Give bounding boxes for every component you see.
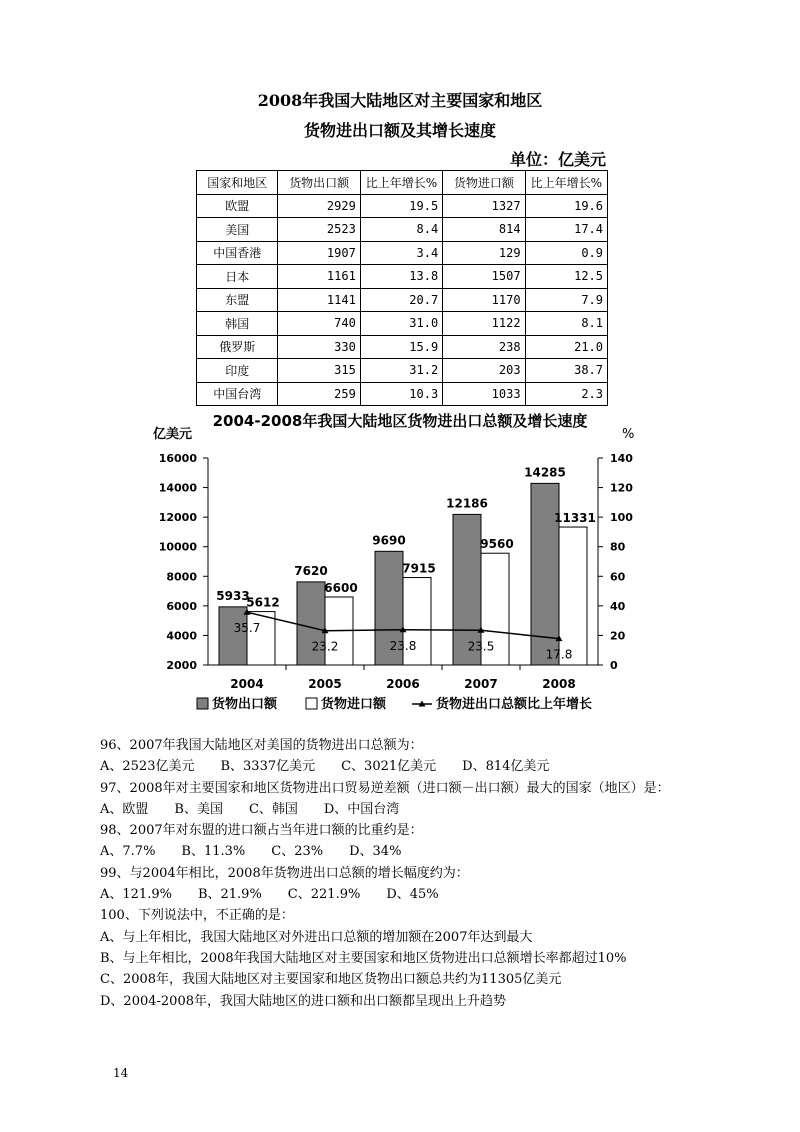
question-options: D、2004-2008年，我国大陆地区的进口额和出口额都呈现出上升趋势 <box>100 993 506 1009</box>
table-cell-value: 2929 <box>278 194 360 218</box>
table-cell-value: 1327 <box>443 194 525 218</box>
table-header-cell: 国家和地区 <box>197 171 278 195</box>
left-tick-label: 10000 <box>158 540 197 554</box>
table-cell-value: 330 <box>278 335 360 359</box>
question-stem: 97、2008年对主要国家和地区货物进出口贸易逆差额（进口额－出口额）最大的国家（地区）是： <box>100 780 670 796</box>
table-cell-value: 10.3 <box>360 382 442 406</box>
export-data-label: 12186 <box>446 496 488 511</box>
table-cell-value: 13.8 <box>360 265 442 289</box>
questions-block <box>100 735 720 1012</box>
table-cell-value: 203 <box>443 359 525 383</box>
table-cell-value: 0.9 <box>525 241 607 265</box>
right-axis-unit: % <box>622 427 635 442</box>
bar-import <box>247 612 275 665</box>
table-body <box>197 194 608 406</box>
table-title-line2: 货物进出口额及其增长速度 <box>303 121 496 140</box>
table-cell-value: 1161 <box>278 265 360 289</box>
table-title-line1: 2008年我国大陆地区对主要国家和地区 <box>257 91 543 110</box>
table-cell-value: 129 <box>443 241 525 265</box>
table-row <box>197 265 608 289</box>
x-tick-label: 2004 <box>230 677 264 691</box>
trade-chart <box>150 408 650 723</box>
right-tick-label: 0 <box>610 659 618 672</box>
question-options: A、2523亿美元 B、3337亿美元 C、3021亿美元 D、814亿美元 <box>100 759 550 775</box>
table-cell-value: 1033 <box>443 382 525 406</box>
left-axis-unit: 亿美元 <box>153 427 193 442</box>
legend-label-export: 货物出口额 <box>212 697 278 712</box>
table-cell-value: 1141 <box>278 288 360 312</box>
table-cell-value: 3.4 <box>360 241 442 265</box>
table-row <box>197 288 608 312</box>
question-stem: 96、2007年我国大陆地区对美国的货物进出口总额为： <box>100 738 423 753</box>
table-cell-value: 1122 <box>443 312 525 336</box>
x-tick-label: 2005 <box>308 677 342 691</box>
table-header-row <box>197 171 608 195</box>
question-stem: 100、下列说法中，不正确的是： <box>100 908 294 924</box>
table-cell-region: 欧盟 <box>197 194 278 218</box>
chart-svg <box>150 408 650 723</box>
table-cell-value: 1170 <box>443 288 525 312</box>
legend-label-import: 货物进口额 <box>321 697 387 712</box>
table-cell-value: 238 <box>443 335 525 359</box>
table-cell-value: 2523 <box>278 218 360 242</box>
growth-data-label: 23.8 <box>389 638 417 653</box>
x-tick-label: 2008 <box>542 677 576 691</box>
table-row <box>197 218 608 242</box>
table-row <box>197 335 608 359</box>
table-cell-region: 俄罗斯 <box>197 335 278 359</box>
legend-swatch-import <box>306 698 317 709</box>
export-data-label: 14285 <box>524 465 566 480</box>
table-cell-value: 31.2 <box>360 359 442 383</box>
table-cell-value: 740 <box>278 312 360 336</box>
table-cell-value: 259 <box>278 382 360 406</box>
question-options: A、欧盟 B、美国 C、韩国 D、中国台湾 <box>100 801 400 817</box>
table-cell-value: 21.0 <box>525 335 607 359</box>
table-cell-value: 19.6 <box>525 194 607 218</box>
left-tick-label: 16000 <box>158 452 197 465</box>
table-cell-value: 315 <box>278 359 360 383</box>
table-cell-value: 8.1 <box>525 312 607 336</box>
legend-swatch-export <box>197 698 208 709</box>
right-tick-label: 80 <box>610 540 626 554</box>
table-cell-value: 31.0 <box>360 312 442 336</box>
question-options: C、2008年，我国大陆地区对主要国家和地区货物出口额总共约为11305亿美元 <box>100 972 562 988</box>
question-stem: 99、与2004年相比，2008年货物进出口总额的增长幅度约为： <box>100 865 469 881</box>
left-tick-label: 4000 <box>166 629 197 643</box>
table-cell-region: 日本 <box>197 265 278 289</box>
table-cell-value: 17.4 <box>525 218 607 242</box>
left-tick-label: 2000 <box>166 659 197 672</box>
table-row <box>197 312 608 336</box>
table-cell-value: 814 <box>443 218 525 242</box>
legend-label-growth: 货物进出口总额比上年增长 <box>436 697 593 712</box>
chart-title: 2004-2008年我国大陆地区货物进出口总额及增长速度 <box>212 412 588 430</box>
import-data-label: 5612 <box>246 595 280 610</box>
x-tick-label: 2007 <box>464 677 498 691</box>
table-header-cell: 货物出口额 <box>278 171 360 195</box>
table-header-cell: 货物进口额 <box>443 171 525 195</box>
export-data-label: 9690 <box>372 533 406 548</box>
table-unit: 单位：亿美元 <box>509 150 606 169</box>
growth-data-label: 35.7 <box>233 621 261 636</box>
growth-data-label: 17.8 <box>545 647 573 662</box>
right-tick-label: 20 <box>610 629 626 643</box>
table-cell-value: 19.5 <box>360 194 442 218</box>
table-header-cell: 比上年增长% <box>525 171 607 195</box>
question-options: B、与上年相比，2008年我国大陆地区对主要国家和地区货物进出口总额增长率都超过10% <box>100 950 627 966</box>
right-tick-label: 60 <box>610 570 626 584</box>
table-cell-value: 12.5 <box>525 265 607 289</box>
left-tick-label: 12000 <box>158 511 197 525</box>
table-cell-region: 中国香港 <box>197 241 278 265</box>
table-cell-region: 东盟 <box>197 288 278 312</box>
table-cell-region: 韩国 <box>197 312 278 336</box>
table-row <box>197 382 608 406</box>
import-data-label: 11331 <box>554 511 596 526</box>
left-tick-label: 14000 <box>158 481 197 495</box>
import-data-label: 6600 <box>324 580 358 595</box>
table-header-cell: 比上年增长% <box>360 171 442 195</box>
import-data-label: 9560 <box>480 537 514 552</box>
table-cell-value: 38.7 <box>525 359 607 383</box>
table-row <box>197 359 608 383</box>
question-options: A、7.7% B、11.3% C、23% D、34% <box>100 844 402 860</box>
table-cell-value: 8.4 <box>360 218 442 242</box>
bar-import <box>559 527 587 665</box>
growth-data-label: 23.2 <box>311 639 339 654</box>
export-data-label: 5933 <box>216 588 250 603</box>
table-cell-region: 美国 <box>197 218 278 242</box>
table-row <box>197 241 608 265</box>
question-stem: 98、2007年对东盟的进口额占当年进口额的比重约是： <box>100 823 423 839</box>
table-cell-value: 20.7 <box>360 288 442 312</box>
import-data-label: 7915 <box>402 561 436 576</box>
page-number: 14 <box>113 1066 129 1080</box>
left-tick-label: 8000 <box>166 570 197 584</box>
question-options: A、与上年相比，我国大陆地区对外进出口总额的增加额在2007年达到最大 <box>100 929 533 945</box>
right-tick-label: 140 <box>610 452 633 465</box>
table-row <box>197 194 608 218</box>
table-cell-region: 印度 <box>197 359 278 383</box>
x-tick-label: 2006 <box>386 677 420 691</box>
export-data-label: 7620 <box>294 563 328 578</box>
question-options: A、121.9% B、21.9% C、221.9% D、45% <box>100 887 439 903</box>
table-cell-value: 1507 <box>443 265 525 289</box>
trade-table <box>196 170 608 406</box>
table-cell-value: 1907 <box>278 241 360 265</box>
table-cell-region: 中国台湾 <box>197 382 278 406</box>
bar-export <box>219 607 247 665</box>
table-cell-value: 15.9 <box>360 335 442 359</box>
table-cell-value: 2.3 <box>525 382 607 406</box>
table-cell-value: 7.9 <box>525 288 607 312</box>
right-tick-label: 100 <box>610 511 633 525</box>
right-tick-label: 40 <box>610 599 626 613</box>
growth-data-label: 23.5 <box>467 639 495 654</box>
left-tick-label: 6000 <box>166 599 197 613</box>
right-tick-label: 120 <box>610 481 633 495</box>
